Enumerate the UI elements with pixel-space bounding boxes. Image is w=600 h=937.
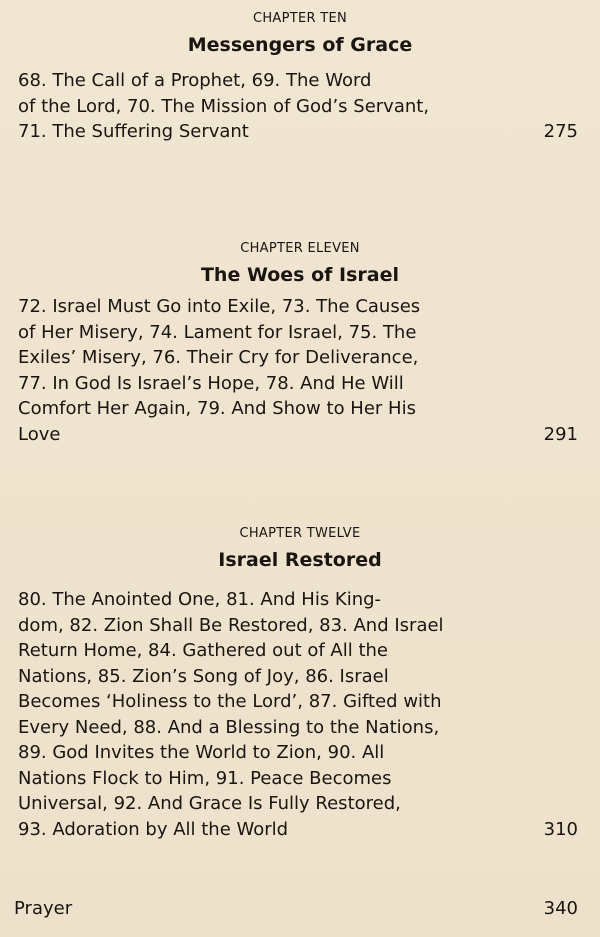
chapter-entries — [18, 587, 578, 842]
chapter-title: The Woes of Israel — [200, 264, 400, 286]
entry-line: Comfort Her Again, 79. And Show to Her His — [18, 398, 416, 419]
entry-line: 71. The Suffering Servant — [18, 121, 249, 142]
page-number: 291 — [543, 423, 578, 445]
entry-line: Nations Flock to Him, 91. Peace Becomes — [18, 767, 392, 789]
chapter-title: Messengers of Grace — [187, 34, 413, 56]
chapter-eleven — [0, 240, 600, 447]
entry-line: Return Home, 84. Gathered out of All the — [18, 640, 388, 661]
chapter-ten — [0, 10, 600, 145]
entry-line: 93. Adoration by All the World — [18, 818, 289, 840]
chapter-label: CHAPTER TWELVE — [239, 526, 361, 541]
entry-line: Exiles’ Misery, 76. Their Cry for Deliverance, — [18, 347, 419, 368]
chapter-entries — [18, 294, 578, 447]
entry-line: 68. The Call of a Prophet, 69. The Word — [18, 70, 372, 91]
page-number: 340 — [543, 898, 578, 919]
chapter-title: Israel Restored — [218, 549, 382, 571]
chapter-label: CHAPTER TEN — [252, 11, 348, 26]
chapter-entries — [18, 68, 578, 145]
entry-line: Love — [18, 423, 61, 445]
entry-line: 89. God Invites the World to Zion, 90. All — [18, 742, 385, 763]
page-number: 275 — [543, 121, 578, 142]
prayer-label: Prayer — [14, 898, 73, 919]
entry-line: of the Lord, 70. The Mission of God’s Servant, — [18, 95, 430, 117]
prayer-entry — [14, 898, 578, 919]
entry-line: Becomes ‘Holiness to the Lord’, 87. Gifted with — [18, 691, 442, 712]
page-number: 310 — [543, 818, 578, 840]
entry-line: of Her Misery, 74. Lament for Israel, 75. The — [18, 321, 417, 343]
entry-line: Every Need, 88. And a Blessing to the Nations, — [18, 716, 440, 738]
entry-line: Universal, 92. And Grace Is Fully Restored, — [18, 793, 401, 814]
chapter-label: CHAPTER ELEVEN — [240, 241, 360, 256]
entry-line: Nations, 85. Zion’s Song of Joy, 86. Israel — [18, 665, 389, 687]
entry-line: 77. In God Is Israel’s Hope, 78. And He Will — [18, 372, 404, 394]
entry-line: dom, 82. Zion Shall Be Restored, 83. And Israel — [18, 614, 444, 636]
entry-line: 72. Israel Must Go into Exile, 73. The Causes — [18, 296, 421, 317]
entry-line: 80. The Anointed One, 81. And His King- — [18, 589, 382, 610]
chapter-twelve — [0, 525, 600, 842]
